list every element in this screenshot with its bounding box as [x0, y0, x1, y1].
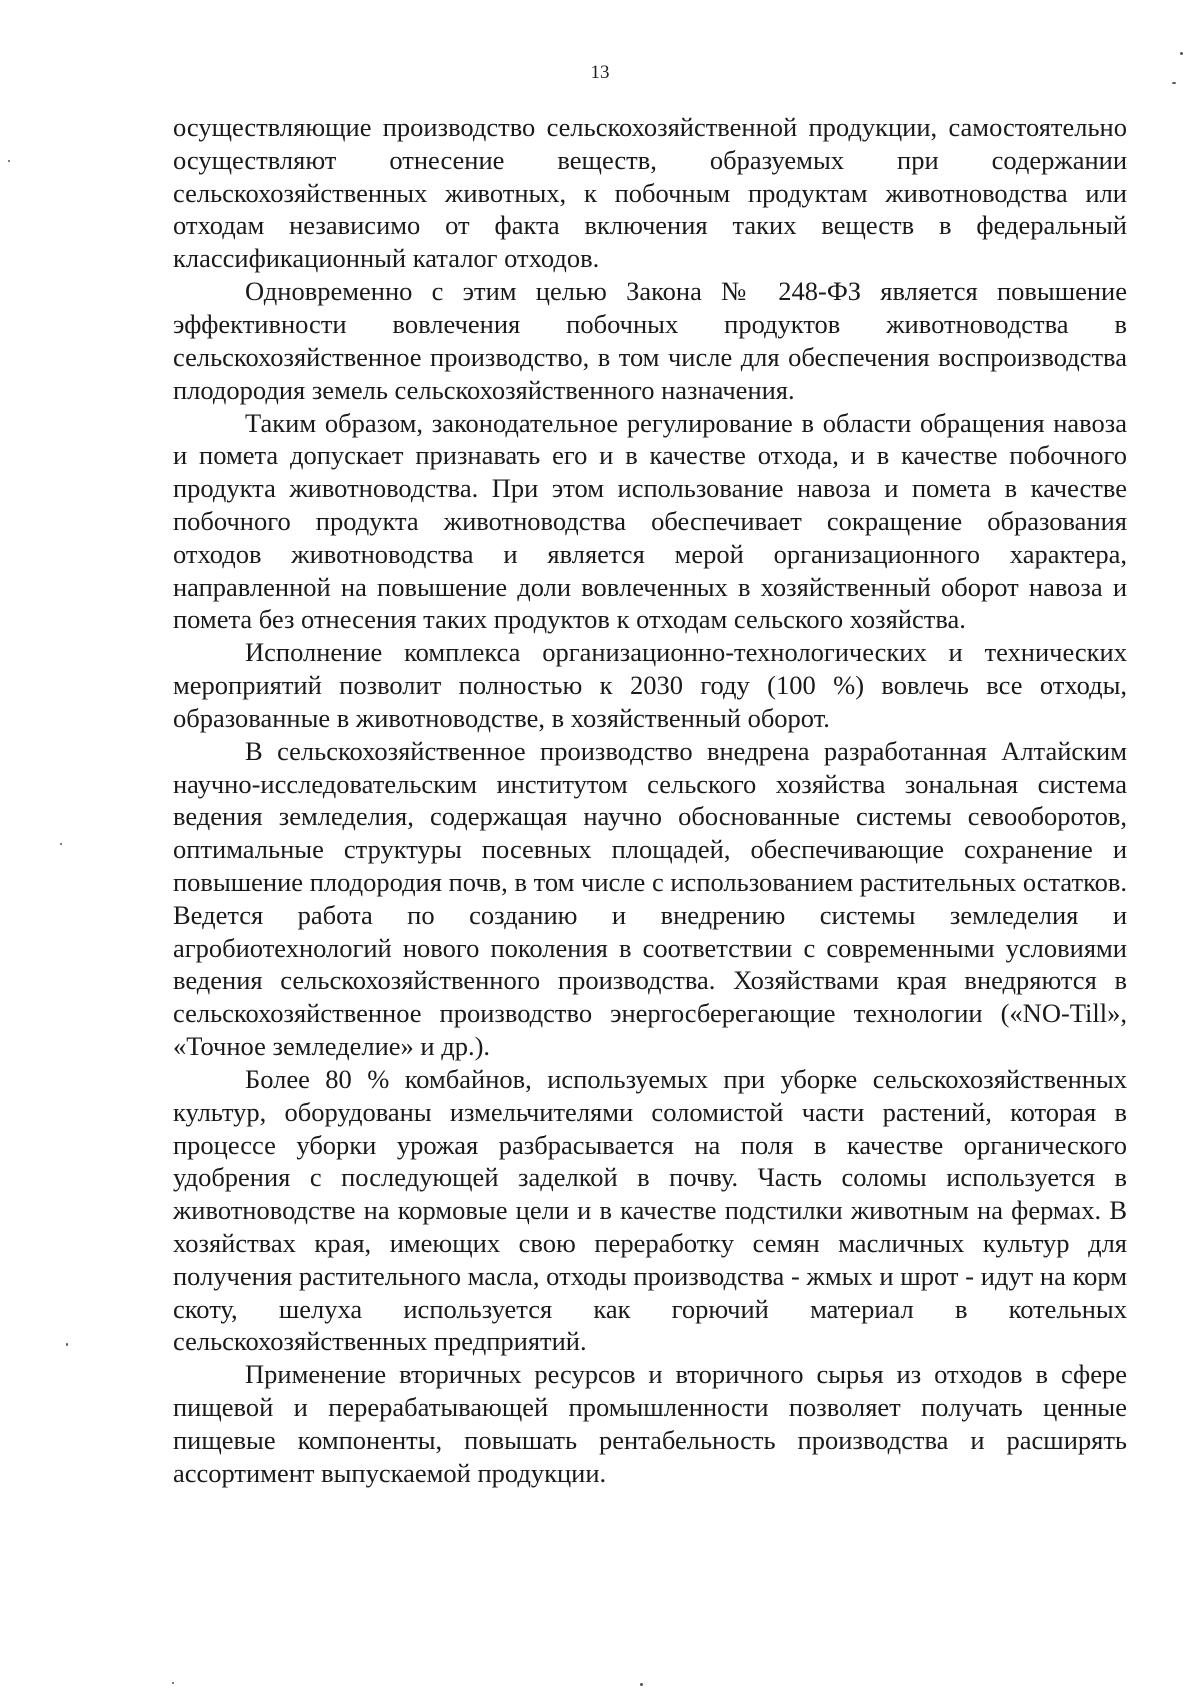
scan-speck	[172, 1682, 174, 1684]
paragraph-4: Исполнение комплекса организационно-технологических и технических мероприятий позволит полностью к 2030 году (100 %) вовлечь все отходы, образованные в животноводстве, в хозяйственный оборот.	[173, 637, 1127, 733]
paragraph-2: Одновременно с этим целью Закона № 248-ФЗ является повышение эффективности вовлечения побочных продуктов животноводства в сельскохозяйственное производство, в том числе для обеспечения воспроизводства плодородия земель сельскохозяйственного назначения.	[173, 276, 1127, 405]
scan-speck	[1180, 52, 1183, 55]
scan-speck	[66, 1343, 68, 1346]
scan-speck	[1172, 82, 1176, 84]
paragraph-3: Таким образом, законодательное регулирование в области обращения навоза и помета допускает признавать его и в качестве отхода, и в качестве побочного продукта животноводства. При этом использование навоза и помета в качестве побочного продукта животноводства обеспечивает сокращение образования отходов животноводства и является мерой организационного характера, направленной на повышение доли вовлеченных в хозяйственный оборот навоза и помета без отнесения таких продуктов к отходам сельского хозяйства.	[173, 407, 1127, 635]
page-number: 13	[590, 62, 610, 83]
paragraph-6: Более 80 % комбайнов, используемых при уборке сельскохозяйственных культур, оборудованы измельчителями соломистой части растений, которая в процессе уборки урожая разбрасывается на поля в качестве органического удобрения с последующей заделкой в почву. Часть соломы используется в животноводстве на кормовые цели и в качестве подстилки животным на фермах. В хозяйствах края, имеющих свою переработку семян масличных культур для получения растительного масла, отходы производства - жмых и шрот - идут на корм скоту, шелуха используется как горючий материал в котельных сельскохозяйственных предприятий.	[173, 1064, 1127, 1357]
scan-speck	[8, 160, 10, 162]
scan-speck	[60, 843, 62, 845]
paragraph-1: осуществляющие производство сельскохозяйственной продукции, самостоятельно осуществляют отнесение веществ, образуемых при содержании сельскохозяйственных животных, к побочным продуктам животноводства или отходам независимо от факта включения таких веществ в федеральный классификационный каталог отходов.	[173, 112, 1127, 274]
scan-speck	[640, 1683, 643, 1686]
document-body	[173, 111, 1127, 1490]
paragraph-7: Применение вторичных ресурсов и вторичного сырья из отходов в сфере пищевой и перерабатывающей промышленности позволяет получать ценные пищевые компоненты, повышать рентабельность производства и расширять ассортимент выпускаемой продукции.	[173, 1359, 1127, 1488]
paragraph-5: В сельскохозяйственное производство внедрена разработанная Алтайским научно-исследовательским институтом сельского хозяйства зональная система ведения земледелия, содержащая научно обоснованные системы севооборотов, оптимальные структуры посевных площадей, обеспечивающие сохранение и повышение плодородия почв, в том числе с использованием растительных остатков. Ведется работа по созданию и внедрению системы земледелия и агробиотехнологий нового поколения в соответствии с современными условиями ведения сельскохозяйственного производства. Хозяйствами края внедряются в сельскохозяйственное производство энергосберегающие технологии («NO-Till», «Точное земледелие» и др.).	[173, 735, 1127, 1062]
